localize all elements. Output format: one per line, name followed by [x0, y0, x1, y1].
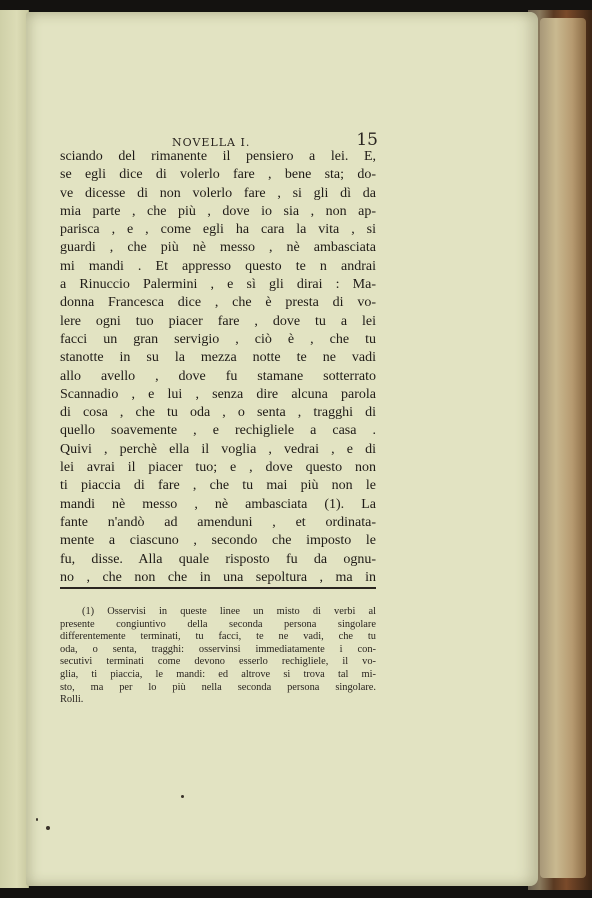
footnote-line: presente congiuntivo della seconda persona singolare: [60, 618, 376, 630]
body-text: [60, 148, 376, 587]
text-line: mente a ciascuno , secondo che imposto le: [60, 533, 376, 549]
footnote-line: (1) Osservisi in queste linee un misto di verbi al: [82, 606, 376, 617]
page-number: 15: [356, 130, 378, 150]
text-line: ti piaccia di fare , che tu mai più non le: [60, 478, 376, 494]
text-line: no , che non che in una sepoltura , ma in: [60, 569, 376, 585]
text-line: parisca , e , come egli ha cara la vita , si: [60, 222, 376, 238]
text-line: fante n'andò ad amenduni , et ordinata-: [60, 514, 376, 530]
text-line: lei avrai il piacer tuo; e , dove questo non: [60, 460, 376, 476]
footnote: [60, 606, 376, 707]
text-line: di cosa , che tu oda , o senta , tragghi di: [60, 405, 376, 421]
text-line: se egli dice di volerlo fare , bene sta; do-: [60, 167, 376, 183]
spine-cover: [540, 18, 586, 878]
text-line: quello soavemente , e rechigliele a casa .: [60, 423, 376, 439]
text-line: donna Francesca dice , che è presta di vo-: [60, 295, 376, 311]
footnote-line: sto, ma per lo più nella seconda persona singolare.: [60, 681, 376, 693]
footnote-line: glia, ti piaccia, le mandi: ed altrove si trova tal mi-: [60, 668, 376, 680]
text-line: mi mandi . Et appresso questo te n andrai: [60, 258, 376, 274]
text-line: mia parte , che più , dove io sia , non ap-: [60, 203, 376, 219]
text-line: sciando del rimanente il pensiero a lei. E,: [60, 149, 376, 164]
footnote-rule: [60, 587, 376, 589]
text-line: lere ogni tuo piacer fare , dove tu a lei: [60, 313, 376, 329]
text-line: Quivi , perchè ella il voglia , vedrai , e di: [60, 441, 376, 457]
text-line: facci un gran servigio , ciò è , che tu: [60, 331, 376, 347]
footnote-line: differentemente terminati, tu facci, te ne vadi, che tu: [60, 631, 376, 643]
footnote-line: Rolli.: [60, 694, 84, 706]
text-line: guardi , che più nè messo , nè ambasciata: [60, 240, 376, 256]
left-page-edge: [0, 10, 29, 888]
paper-speck: [46, 826, 50, 830]
paper-speck: [36, 818, 38, 821]
footnote-line: oda, o senta, tragghi: osservinsi immediatamente i con-: [60, 643, 376, 655]
text-line: a Rinuccio Palermini , e sì gli dirai : Ma-: [60, 277, 376, 293]
text-line: Scannadio , e lui , senza dire alcuna parola: [60, 386, 376, 402]
footnote-line: secutivi terminati come devono esserlo rechigliele, il vo-: [60, 656, 376, 668]
text-line: fu, disse. Alla quale risposto fu da ognu-: [60, 551, 376, 567]
paper-speck: [181, 795, 184, 798]
text-line: stanotte in su la mezza notte te ne vadi: [60, 350, 376, 366]
text-line: allo avello , dove fu stamane sotterrato: [60, 368, 376, 384]
text-line: mandi nè messo , nè ambasciata (1). La: [60, 496, 376, 512]
running-title: NOVELLA I.: [172, 136, 251, 149]
text-line: ve dicesse di non volerlo fare , si gli dì da: [60, 185, 376, 201]
